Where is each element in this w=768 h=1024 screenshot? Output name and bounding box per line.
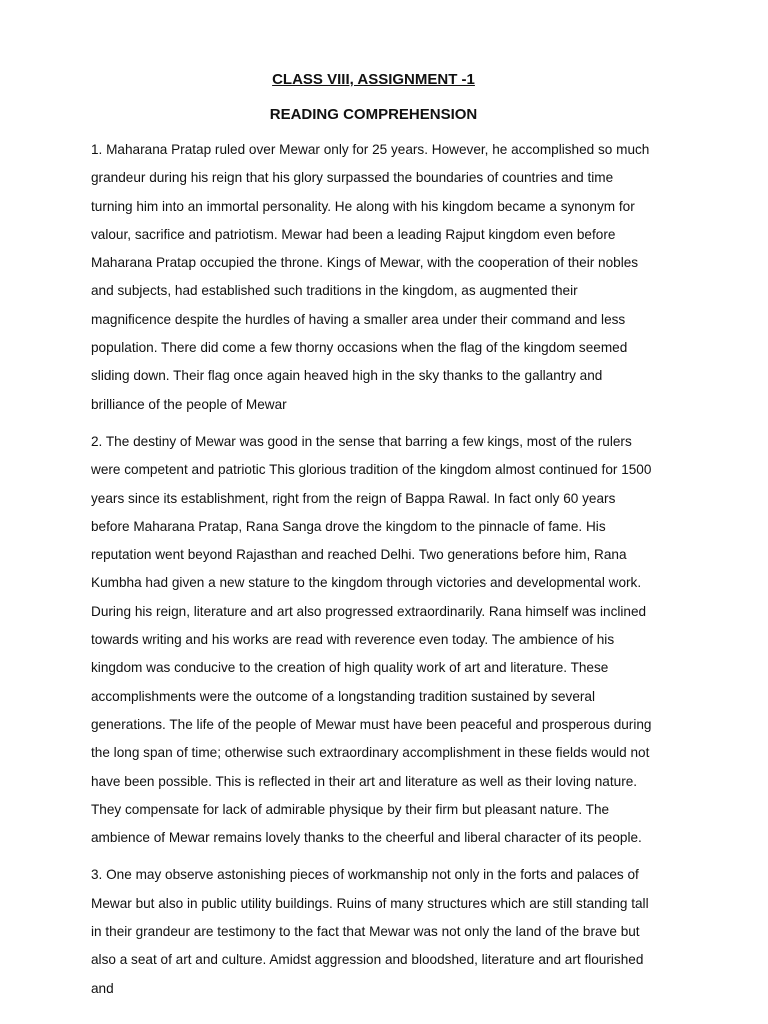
page-subtitle: READING COMPREHENSION	[269, 106, 478, 123]
page-title: CLASS VIII, ASSIGNMENT -1	[272, 71, 475, 88]
paragraph-3: 3. One may observe astonishing pieces of workmanship not only in the forts and palaces of Mewar but also in public utility buildings. Ruins of many structures which are still standing tall in their grandeur are testimony to the fact that Mewar was not only the land of the brave but also a seat of art and culture. Amidst aggression and bloodshed, literature and art flourished and	[91, 867, 649, 996]
paragraph-1: 1. Maharana Pratap ruled over Mewar only for 25 years. However, he accomplished so much grandeur during his reign that his glory surpassed the boundaries of countries and time turning him into an immortal personality. He along with his kingdom became a synonym for valour, sacrifice and patriotism. Mewar had been a leading Rajput kingdom even before Maharana Pratap occupied the throne. Kings of Mewar, with the cooperation of their nobles and subjects, had established such traditions in the kingdom, as augmented their magnificence despite the hurdles of having a smaller area under their command and less population. There did come a few thorny occasions when the flag of the kingdom seemed sliding down. Their flag once again heaved high in the sky thanks to the gallantry and brilliance of the people of Mewar	[91, 142, 650, 412]
paragraph-2: 2. The destiny of Mewar was good in the sense that barring a few kings, most of the rulers were competent and patriotic This glorious tradition of the kingdom almost continued for 1500 years since its establishment, right from the reign of Bappa Rawal. In fact only 60 years before Maharana Pratap, Rana Sanga drove the kingdom to the pinnacle of fame. His reputation went beyond Rajasthan and reached Delhi. Two generations before him, Rana Kumbha had given a new stature to the kingdom through victories and developmental work. During his reign, literature and art also progressed extraordinarily. Rana himself was inclined towards writing and his works are read with reverence even today. The ambience of his kingdom was conducive to the creation of high quality work of art and literature. These accomplishments were the outcome of a longstanding tradition sustained by several generations. The life of the people of Mewar must have been peaceful and prosperous during the long span of time; otherwise such extraordinary accomplishment in these fields would not have been possible. This is reflected in their art and literature as well as their loving nature. They compensate for lack of admirable physique by their firm but pleasant nature. The ambience of Mewar remains lovely thanks to the cheerful and liberal character of its people.	[91, 433, 652, 846]
